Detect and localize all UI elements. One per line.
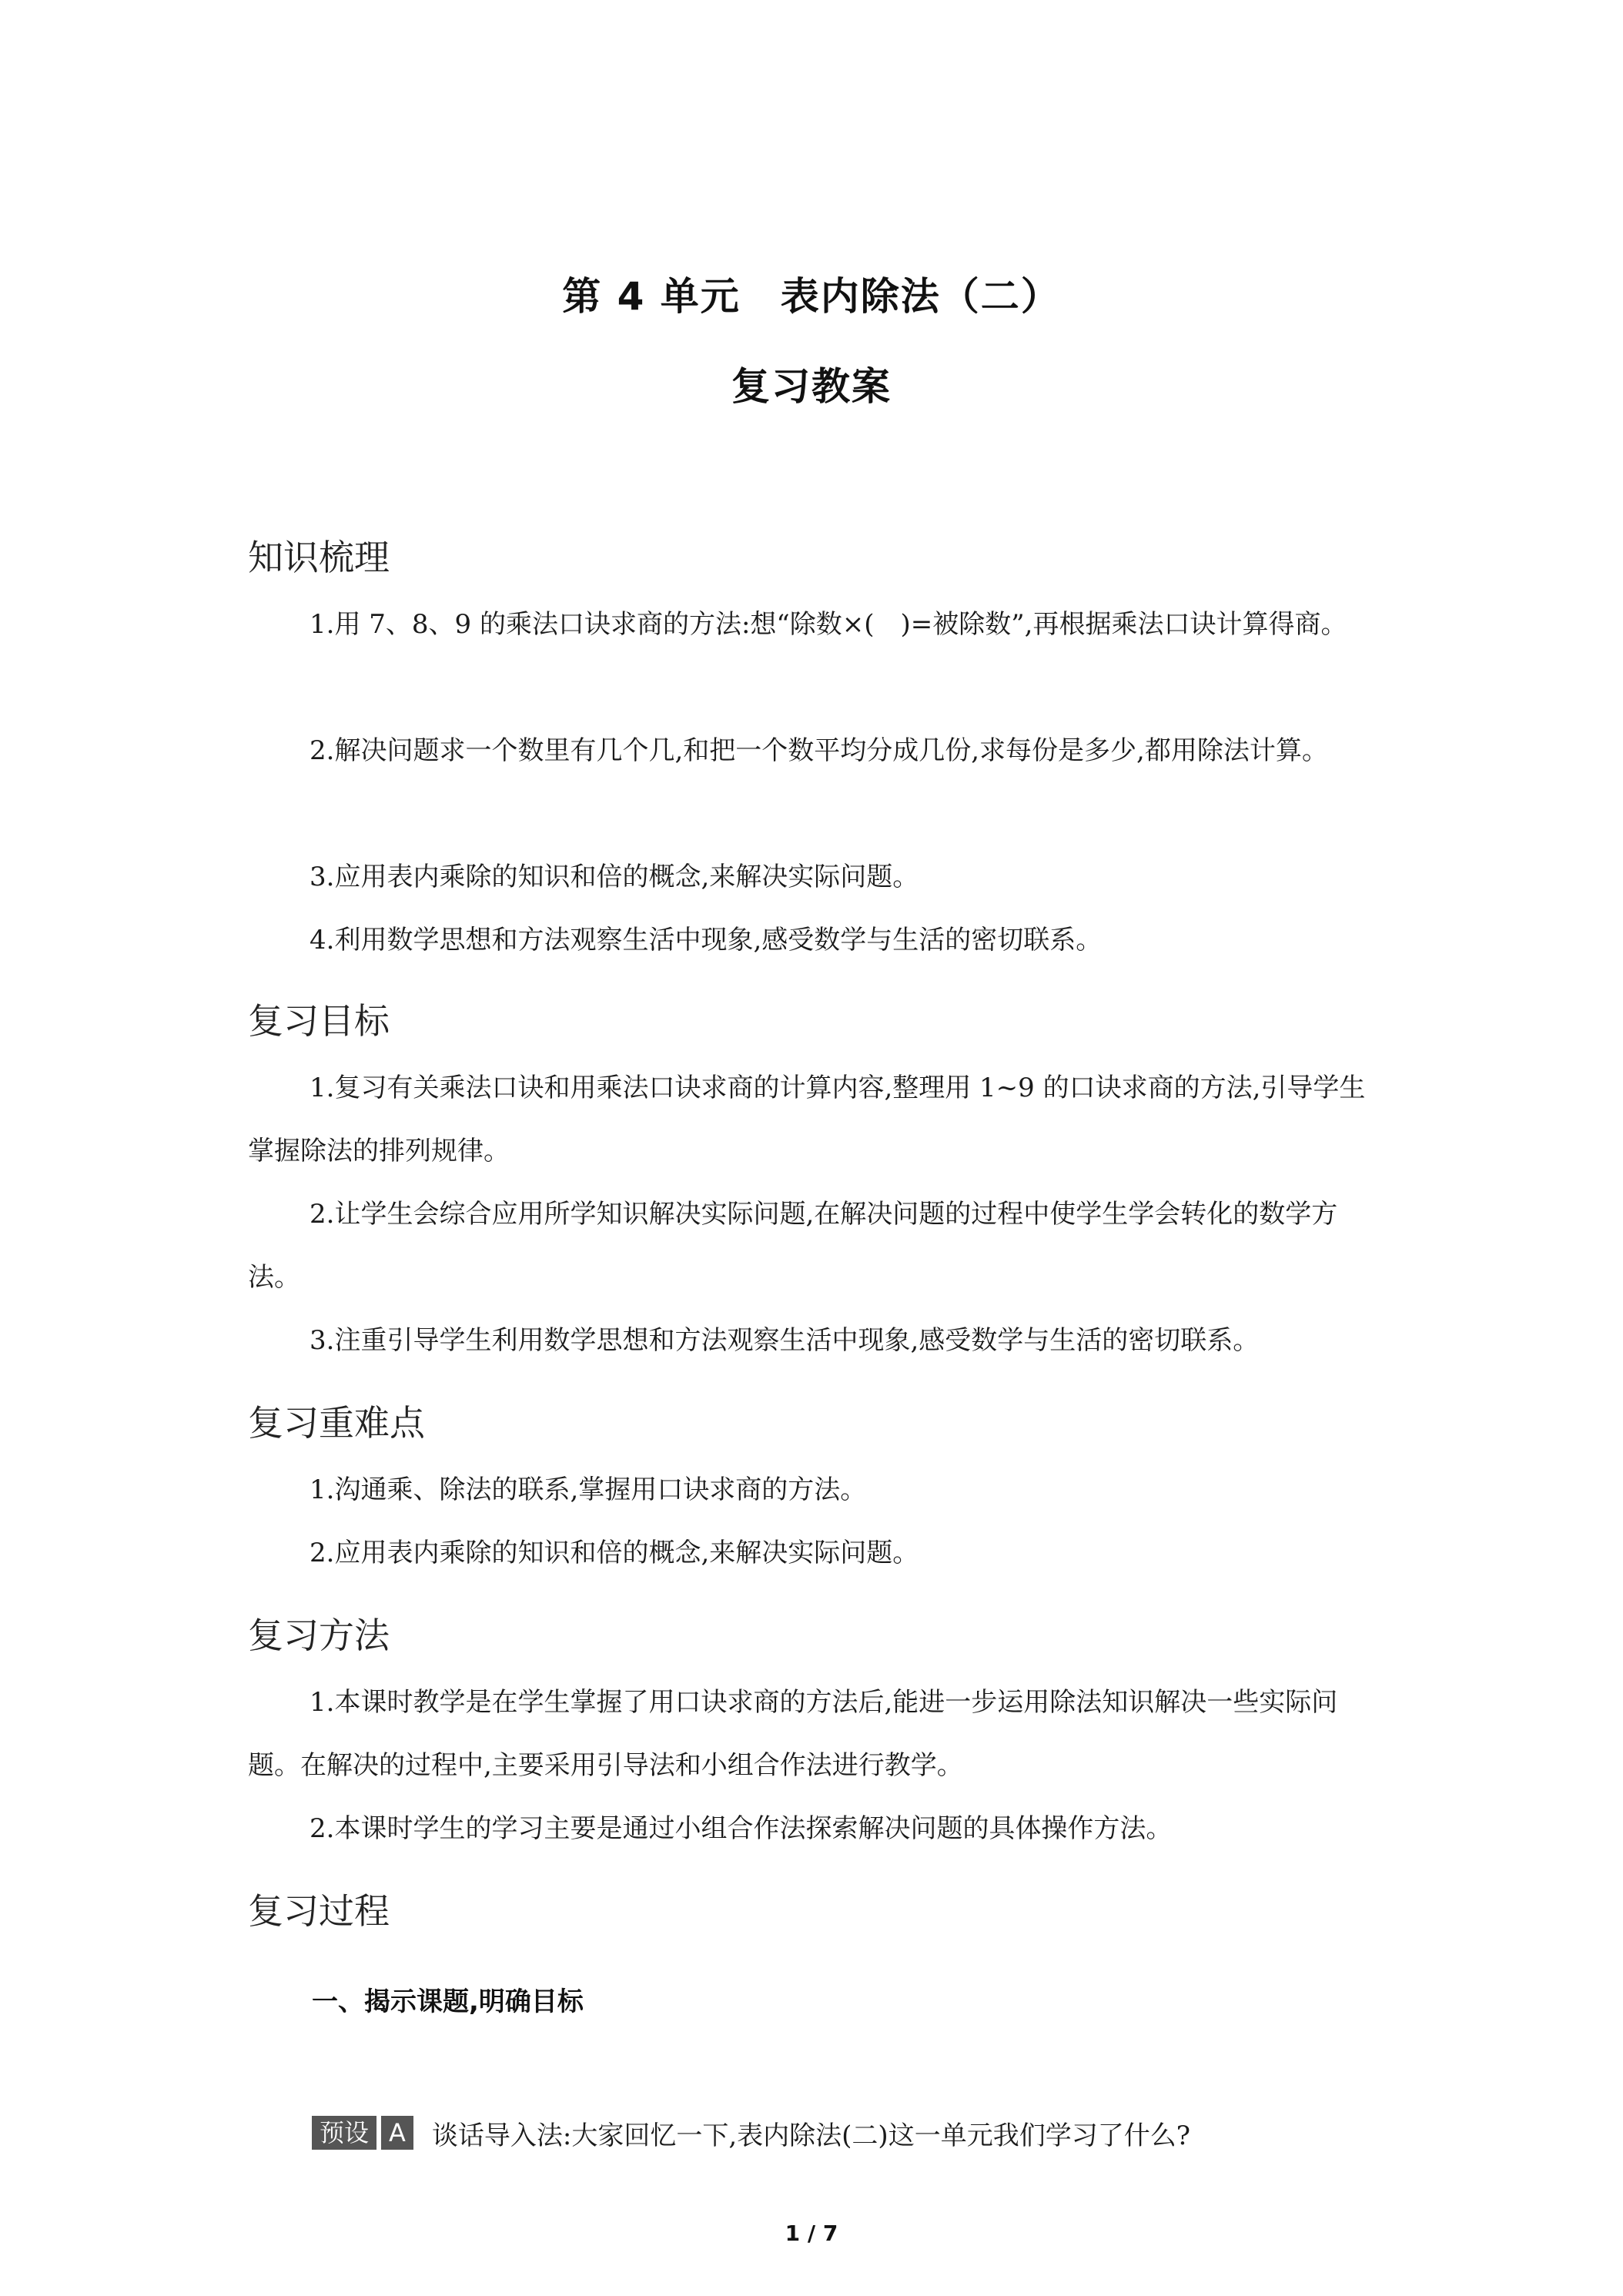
section-heading-key-points: 复习重难点: [248, 1402, 425, 1444]
section-heading-knowledge: 知识梳理: [248, 537, 390, 578]
section-heading-goals: 复习目标: [248, 1000, 390, 1042]
key-point-item-2: 2.应用表内乘除的知识和倍的概念,来解决实际问题。: [310, 1538, 919, 1568]
method-item-1: 1.本课时教学是在学生掌握了用口诀求商的方法后,能进一步运用除法知识解决一些实际问题。在解决的过程中,主要采用引导法和小组合作法进行教学。: [248, 1687, 1338, 1781]
preset-label: 预设: [312, 2116, 376, 2150]
knowledge-item-4: 4.利用数学思想和方法观察生活中现象,感受数学与生活的密切联系。: [310, 925, 1103, 956]
page-number: 1 / 7: [785, 2221, 838, 2246]
knowledge-item-3: 3.应用表内乘除的知识和倍的概念,来解决实际问题。: [310, 862, 919, 892]
section-heading-process: 复习过程: [248, 1890, 390, 1932]
goal-item-2: 2.让学生会综合应用所学知识解决实际问题,在解决问题的过程中使学生学会转化的数学方法。: [248, 1199, 1338, 1293]
goal-item-1: 1.复习有关乘法口诀和用乘法口诀求商的计算内容,整理用 1~9 的口诀求商的方法,引导学生掌握除法的排列规律。: [248, 1073, 1366, 1166]
preset-row: [312, 2110, 1190, 2156]
method-item-2: 2.本课时学生的学习主要是通过小组合作法探索解决问题的具体操作方法。: [310, 1813, 1173, 1844]
preset-letter: A: [381, 2116, 413, 2150]
knowledge-item-2: 2.解决问题求一个数里有几个几,和把一个数平均分成几份,求每份是多少,都用除法计算。: [310, 735, 1328, 766]
document-subtitle: 复习教案: [731, 364, 892, 409]
section-heading-methods: 复习方法: [248, 1615, 390, 1656]
goal-item-3: 3.注重引导学生利用数学思想和方法观察生活中现象,感受数学与生活的密切联系。: [310, 1325, 1260, 1356]
key-point-item-1: 1.沟通乘、除法的联系,掌握用口诀求商的方法。: [310, 1474, 867, 1505]
preset-text: 谈话导入法:大家回忆一下,表内除法(二)这一单元我们学习了什么?: [431, 2120, 1190, 2151]
process-subheading: 一、揭示课题,明确目标: [312, 1986, 584, 2017]
document-title: 第 4 单元 表内除法（二）: [562, 274, 1061, 319]
preset-badge: [312, 2116, 413, 2150]
knowledge-item-1: 1.用 7、8、9 的乘法口诀求商的方法:想“除数×( )=被除数”,再根据乘法口诀计算得商。: [310, 609, 1347, 640]
